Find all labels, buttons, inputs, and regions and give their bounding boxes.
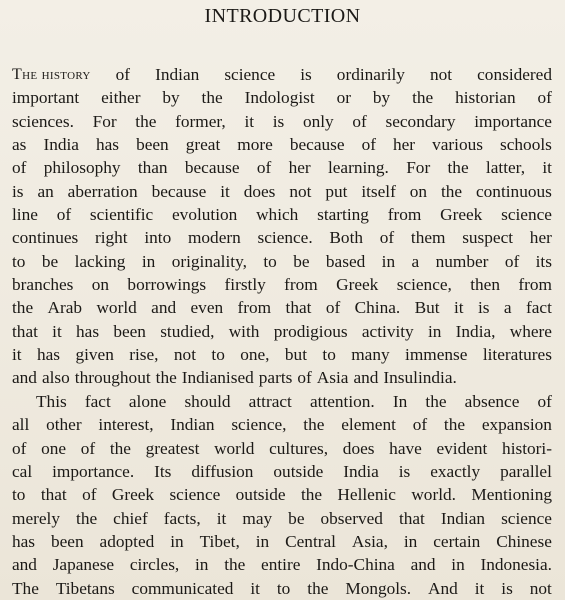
- word: This: [36, 391, 67, 411]
- word: historian: [455, 88, 516, 108]
- word: borrowings: [127, 275, 207, 295]
- word: the: [12, 298, 34, 318]
- text-line: [12, 437, 552, 460]
- word: Greek: [440, 205, 483, 225]
- word: has: [76, 321, 100, 341]
- word: does: [243, 181, 276, 201]
- word: other: [46, 415, 82, 435]
- word: in: [141, 251, 156, 271]
- lead-words: The history: [12, 66, 91, 83]
- word: Indian: [170, 415, 215, 435]
- word: histori-: [502, 438, 552, 458]
- word: be: [288, 508, 305, 528]
- word: to: [322, 345, 336, 365]
- word: in: [170, 531, 184, 551]
- word: it: [52, 321, 62, 341]
- word: Indologist: [244, 88, 315, 108]
- word: But: [414, 298, 440, 318]
- word: Insulindia.: [383, 368, 457, 388]
- word: its: [535, 251, 552, 271]
- word: Indian: [155, 65, 200, 84]
- word: which: [256, 205, 299, 225]
- word: a: [503, 298, 512, 318]
- word: it: [542, 158, 552, 178]
- word: scientific: [89, 205, 154, 225]
- word: not: [529, 578, 552, 598]
- word: Asia,: [351, 531, 388, 551]
- word: greatest: [145, 438, 200, 458]
- word: chief: [113, 508, 148, 528]
- word: it: [453, 298, 464, 318]
- word: in: [195, 555, 209, 575]
- word: and: [151, 298, 177, 318]
- word: by: [162, 88, 180, 108]
- word: evolution: [172, 205, 238, 225]
- word: more: [237, 135, 273, 155]
- word: one,: [240, 345, 270, 365]
- word: Japanese: [52, 555, 115, 575]
- word: of: [115, 65, 131, 84]
- word: Indo-China: [316, 555, 395, 575]
- word: Greek: [111, 485, 155, 505]
- word: Indianised: [181, 368, 254, 388]
- word: only: [302, 111, 334, 131]
- word: have: [389, 438, 422, 458]
- word: Mongols.: [345, 578, 412, 598]
- word: is: [272, 111, 285, 131]
- word: literatures: [482, 345, 552, 365]
- word: of: [361, 135, 376, 155]
- text-line: [12, 366, 552, 389]
- text-line: [12, 203, 552, 226]
- word: of: [352, 111, 367, 131]
- word: For: [92, 111, 117, 131]
- word: to: [211, 345, 225, 365]
- word: parts: [258, 368, 293, 388]
- word: In: [392, 391, 408, 411]
- word: entire: [261, 555, 301, 575]
- word: of: [256, 158, 272, 178]
- word: been: [113, 321, 146, 341]
- word: branches: [12, 275, 74, 295]
- word: world.: [411, 485, 456, 505]
- word: her: [393, 135, 416, 155]
- word: throughout: [74, 368, 151, 388]
- word: has: [37, 345, 61, 365]
- word: attention.: [309, 391, 375, 411]
- text-line: [12, 180, 552, 203]
- text-line: [12, 156, 552, 179]
- word: science: [169, 485, 221, 505]
- word: science: [224, 65, 276, 84]
- word: Both: [329, 228, 364, 248]
- word: Mentioning: [471, 485, 552, 505]
- word: attract: [248, 391, 292, 411]
- word: of: [325, 298, 341, 318]
- word: former,: [175, 111, 226, 131]
- word: because: [289, 135, 345, 155]
- word: from: [518, 275, 552, 295]
- word: Tibet,: [199, 531, 240, 551]
- word: sciences.: [12, 111, 74, 131]
- word: to: [276, 578, 291, 598]
- text-line: [12, 226, 552, 249]
- word: importance: [474, 111, 552, 131]
- word: on: [91, 275, 110, 295]
- word: firstly: [224, 275, 266, 295]
- word: from: [284, 275, 318, 295]
- word: be: [293, 251, 310, 271]
- word: latter,: [485, 158, 526, 178]
- word: it: [220, 181, 230, 201]
- word: right: [94, 228, 128, 248]
- word: the: [76, 508, 98, 528]
- word: into: [144, 228, 172, 248]
- text-line: [12, 110, 552, 133]
- word: the: [447, 158, 469, 178]
- word: Arab: [47, 298, 83, 318]
- word: in: [381, 251, 396, 271]
- text-line: [12, 343, 552, 366]
- word: in: [427, 321, 442, 341]
- text-line: [12, 553, 552, 576]
- word: the: [443, 415, 466, 435]
- text-line: [12, 63, 552, 86]
- word: of: [12, 158, 27, 178]
- word: outside: [273, 461, 324, 481]
- text-line: [12, 273, 552, 296]
- word: and: [353, 368, 379, 388]
- word: evident: [436, 438, 488, 458]
- word: all: [12, 415, 30, 435]
- word: her: [288, 158, 311, 178]
- word: learning.: [327, 158, 389, 178]
- word: element: [341, 415, 396, 435]
- word: with: [228, 321, 260, 341]
- text-line: [12, 390, 552, 413]
- word: diffusion: [191, 461, 254, 481]
- word: cal: [12, 461, 33, 481]
- text-line: [12, 507, 552, 530]
- word: Indian: [440, 508, 486, 528]
- word: as: [12, 135, 27, 155]
- word: not: [289, 181, 312, 201]
- word: from: [387, 205, 422, 225]
- word: of: [297, 368, 312, 388]
- word: science.: [257, 228, 313, 248]
- word: India: [43, 135, 79, 155]
- word: science,: [396, 275, 452, 295]
- word: the: [201, 88, 223, 108]
- word: should: [184, 391, 231, 411]
- word: Hellenic: [337, 485, 396, 505]
- word: fact: [525, 298, 552, 318]
- word: rise,: [129, 345, 159, 365]
- word: cultures,: [269, 438, 329, 458]
- word: it: [12, 345, 22, 365]
- word: the: [425, 391, 447, 411]
- word: is: [12, 181, 24, 201]
- word: is: [477, 298, 490, 318]
- word: secondary: [385, 111, 456, 131]
- word: is: [501, 578, 513, 598]
- word: her: [529, 228, 552, 248]
- word: important: [12, 88, 80, 108]
- word: of: [412, 415, 428, 435]
- word: alone: [128, 391, 167, 411]
- word: For: [406, 158, 431, 178]
- chapter-heading: INTRODUCTION: [204, 5, 361, 27]
- word: is: [398, 461, 411, 481]
- word: it: [250, 578, 260, 598]
- word: outside: [235, 485, 286, 505]
- word: the: [300, 485, 323, 505]
- word: schools: [500, 135, 552, 155]
- text-line: [12, 530, 552, 553]
- word: not: [430, 65, 453, 84]
- word: India: [343, 461, 379, 481]
- word: continuous: [476, 181, 552, 201]
- word: the: [412, 88, 434, 108]
- word: of: [537, 88, 552, 108]
- word: of: [12, 438, 27, 458]
- word: Its: [154, 461, 172, 481]
- word: Indonesia.: [480, 555, 552, 575]
- word: does: [342, 438, 375, 458]
- word: interest,: [98, 415, 154, 435]
- word: not: [173, 345, 196, 365]
- word: the: [109, 438, 131, 458]
- word: a: [411, 251, 420, 271]
- word: Asia: [316, 368, 349, 388]
- word: originality,: [171, 251, 247, 271]
- word: put: [325, 181, 348, 201]
- word: aberration: [67, 181, 138, 201]
- word: an: [37, 181, 54, 201]
- text-line: [12, 133, 552, 156]
- word: the: [440, 181, 463, 201]
- word: that: [398, 508, 425, 528]
- word: where: [509, 321, 552, 341]
- text-line: [12, 413, 552, 436]
- body-text: [12, 63, 552, 600]
- word: of: [504, 251, 520, 271]
- word: the: [135, 111, 157, 131]
- word: science: [501, 508, 552, 528]
- word: been: [136, 135, 169, 155]
- word: in: [255, 531, 270, 551]
- word: on: [409, 181, 428, 201]
- word: one: [41, 438, 67, 458]
- word: it: [474, 578, 485, 598]
- word: based: [325, 251, 366, 271]
- word: adopted: [99, 531, 155, 551]
- word: in: [403, 531, 418, 551]
- word: also: [41, 368, 70, 388]
- word: circles,: [129, 555, 180, 575]
- word: modern: [187, 228, 241, 248]
- word: science,: [231, 415, 287, 435]
- word: The: [12, 578, 39, 598]
- word: been: [50, 531, 84, 551]
- word: but: [284, 345, 307, 365]
- word: starting: [317, 205, 369, 225]
- word: given: [75, 345, 114, 365]
- word: and: [12, 555, 37, 575]
- text-line: [12, 296, 552, 319]
- word: is: [300, 65, 312, 84]
- word: the: [307, 578, 329, 598]
- word: line: [12, 205, 38, 225]
- word: absence: [464, 391, 520, 411]
- word: even: [190, 298, 224, 318]
- word: certain: [433, 531, 481, 551]
- word: world: [214, 438, 255, 458]
- word: activity: [361, 321, 414, 341]
- word: China.: [354, 298, 401, 318]
- word: be: [41, 251, 59, 271]
- word: suspect: [462, 228, 514, 248]
- word: of: [379, 228, 395, 248]
- word: observed: [320, 508, 383, 528]
- word: fact: [84, 391, 111, 411]
- word: Greek: [336, 275, 379, 295]
- text-line: [12, 250, 552, 273]
- word: studied,: [160, 321, 215, 341]
- word: it: [244, 111, 255, 131]
- word: to: [12, 251, 26, 271]
- word: to: [12, 485, 26, 505]
- word: to: [263, 251, 277, 271]
- word: great: [185, 135, 221, 155]
- word: then: [470, 275, 500, 295]
- word: that: [12, 321, 38, 341]
- text-line: [12, 320, 552, 343]
- paragraph-2: [12, 390, 552, 600]
- word: of: [56, 205, 72, 225]
- word: may: [242, 508, 273, 528]
- word: And: [428, 578, 458, 598]
- word: various: [432, 135, 483, 155]
- word: because: [151, 181, 207, 201]
- word: it: [216, 508, 227, 528]
- word: prodigious: [273, 321, 348, 341]
- word: and: [410, 555, 436, 575]
- word: of: [82, 485, 97, 505]
- word: Tibetans: [55, 578, 115, 598]
- word: that: [40, 485, 67, 505]
- word: than: [137, 158, 168, 178]
- word: that: [285, 298, 312, 318]
- word: in: [451, 555, 465, 575]
- word: immense: [405, 345, 468, 365]
- word: the: [303, 415, 325, 435]
- word: by: [372, 88, 391, 108]
- word: of: [537, 391, 552, 411]
- word: parallel: [500, 461, 552, 481]
- word: Chinese: [496, 531, 552, 551]
- word: world: [96, 298, 137, 318]
- word: communicated: [131, 578, 234, 598]
- word: merely: [12, 508, 60, 528]
- text-line: [12, 460, 552, 483]
- word: and: [12, 368, 37, 388]
- word: from: [237, 298, 272, 318]
- word: continues: [12, 228, 79, 248]
- word: them: [410, 228, 446, 248]
- word: facts,: [163, 508, 201, 528]
- word: because: [184, 158, 240, 178]
- word: science: [501, 205, 552, 225]
- word: of: [80, 438, 96, 458]
- word: lacking: [74, 251, 126, 271]
- word: has: [95, 135, 120, 155]
- word: ordinarily: [336, 65, 405, 84]
- word: India,: [455, 321, 496, 341]
- text-line: [12, 577, 552, 600]
- word: exactly: [430, 461, 481, 481]
- word: the: [155, 368, 177, 388]
- paragraph-1: [12, 63, 552, 390]
- word: philosophy: [43, 158, 121, 178]
- word: importance.: [52, 461, 135, 481]
- word: either: [101, 88, 141, 108]
- word: Central: [285, 531, 336, 551]
- word: itself: [361, 181, 396, 201]
- word: the: [224, 555, 246, 575]
- word: number: [435, 251, 489, 271]
- word: considered: [477, 65, 552, 84]
- word: or: [336, 88, 351, 108]
- word: has: [12, 531, 36, 551]
- word: expansion: [481, 415, 552, 435]
- text-line: [12, 483, 552, 506]
- text-line: [12, 86, 552, 109]
- word: many: [351, 345, 390, 365]
